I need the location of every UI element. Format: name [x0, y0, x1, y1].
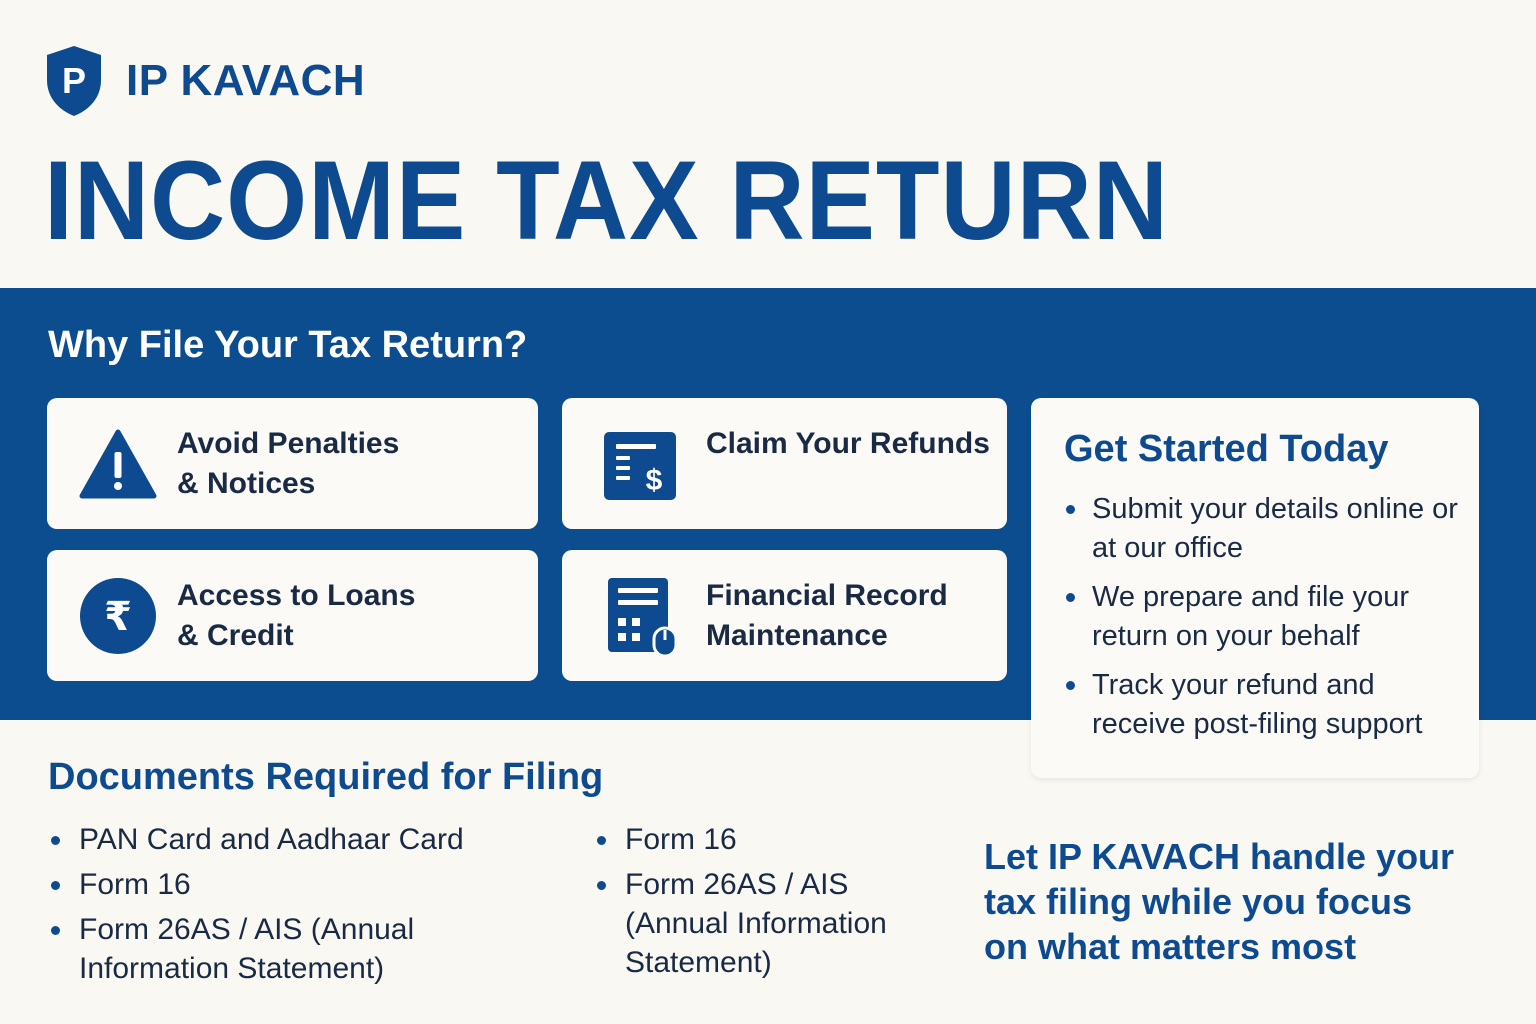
card-label-line1: Access to Loans	[177, 579, 416, 612]
warning-icon	[79, 428, 157, 500]
card-label-line1: Financial Record	[706, 579, 948, 612]
benefit-card-penalties	[47, 398, 538, 529]
card-label-line2: Maintenance	[706, 619, 888, 652]
list-item: Form 26AS / AIS (Annual Information Statement)	[593, 865, 913, 982]
list-item: Submit your details online or at our office	[1064, 490, 1464, 568]
calculator-record-icon	[608, 578, 678, 656]
card-label-line1: Avoid Penalties	[177, 427, 400, 460]
card-label-line2: & Notices	[177, 467, 316, 500]
documents-title: Documents Required for Filing	[48, 756, 604, 798]
brand-header	[44, 44, 365, 118]
list-item: Form 26AS / AIS (Annual Information Statement)	[47, 910, 567, 988]
page-title: INCOME TAX RETURN	[44, 138, 1169, 263]
svg-text:₹: ₹	[104, 594, 132, 640]
get-started-panel	[1031, 398, 1479, 778]
list-item: Track your refund and receive post-filing support	[1064, 666, 1464, 744]
get-started-title: Get Started Today	[1064, 428, 1389, 470]
list-item: Form 16	[47, 865, 567, 904]
get-started-list	[1064, 490, 1464, 754]
benefit-card-records	[562, 550, 1007, 681]
card-label-line2: & Credit	[177, 619, 294, 652]
call-to-action: Let IP KAVACH handle your tax filing while you focus on what matters most	[984, 836, 1455, 967]
benefits-heading: Why File Your Tax Return?	[48, 324, 528, 366]
shield-icon	[44, 44, 104, 118]
list-item: Form 16	[593, 820, 913, 859]
svg-text:$: $	[645, 464, 663, 497]
logo-letter: P	[61, 60, 87, 101]
documents-list-right	[593, 820, 913, 988]
benefit-card-loans	[47, 550, 538, 681]
rupee-icon	[80, 578, 156, 654]
card-label-line1: Claim Your Refunds	[706, 427, 990, 460]
list-item: PAN Card and Aadhaar Card	[47, 820, 567, 859]
documents-list-left	[47, 820, 567, 994]
refund-document-icon	[604, 432, 676, 500]
list-item: We prepare and file your return on your behalf	[1064, 578, 1464, 656]
brand-name: IP KAVACH	[126, 56, 366, 105]
benefit-card-refunds	[562, 398, 1007, 529]
